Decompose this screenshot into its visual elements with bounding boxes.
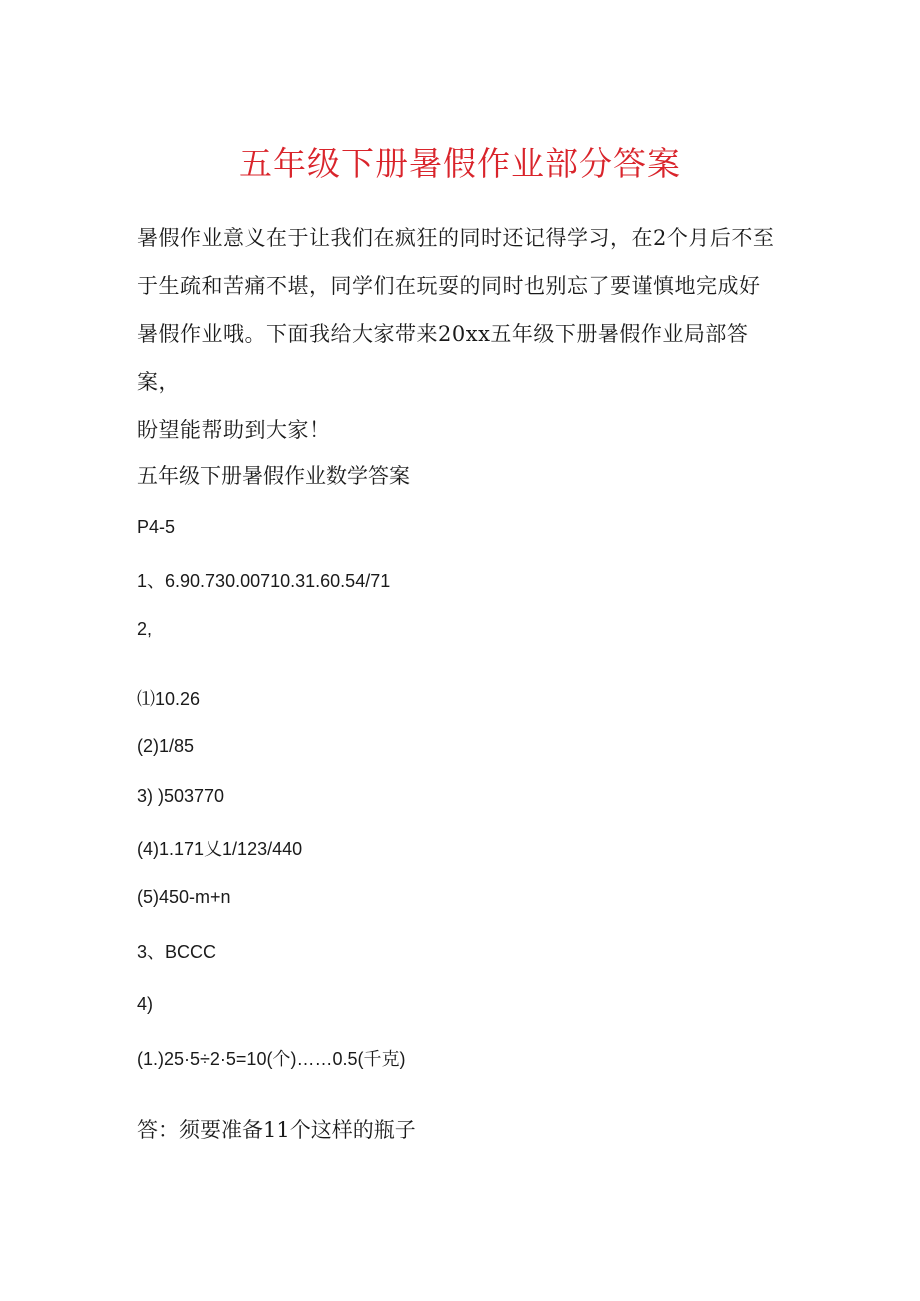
intro-line: 盼望能帮助到大家！ [137, 418, 331, 442]
answer-line: 1、6.90.730.00710.31.60.54/71 [137, 571, 391, 591]
section-heading: 五年级下册暑假作业数学答案 [137, 464, 410, 488]
answer-line: (1.)25·5÷2·5=10(个)……0.5(千克) [137, 1049, 406, 1069]
final-answer: 答：须要准备11个这样的瓶子 [137, 1118, 416, 1142]
document-title: 五年级下册暑假作业部分答案 [239, 144, 681, 183]
answer-line: P4-5 [137, 517, 176, 537]
answer-line: (5)450-m+n [137, 887, 231, 907]
answer-line: 4) [137, 994, 154, 1014]
intro-paragraph [137, 214, 787, 454]
intro-line: 于生疏和苦痛不堪，同学们在玩耍的同时也别忘了要谨慎地完成好 [137, 274, 761, 298]
answer-line: (2)1/85 [137, 736, 195, 756]
answer-line: 3) )503770 [137, 786, 225, 806]
answer-line: 3、BCCC [137, 942, 217, 962]
answer-line: 2, [137, 619, 153, 639]
answer-line: (4)1.171乂1/123/440 [137, 839, 303, 859]
answer-line: ⑴10.26 [137, 689, 201, 709]
intro-line: 暑假作业哦。下面我给大家带来20xx五年级下册暑假作业局部答案， [137, 322, 749, 394]
intro-line: 暑假作业意义在于让我们在疯狂的同时还记得学习，在2个月后不至 [137, 226, 775, 250]
